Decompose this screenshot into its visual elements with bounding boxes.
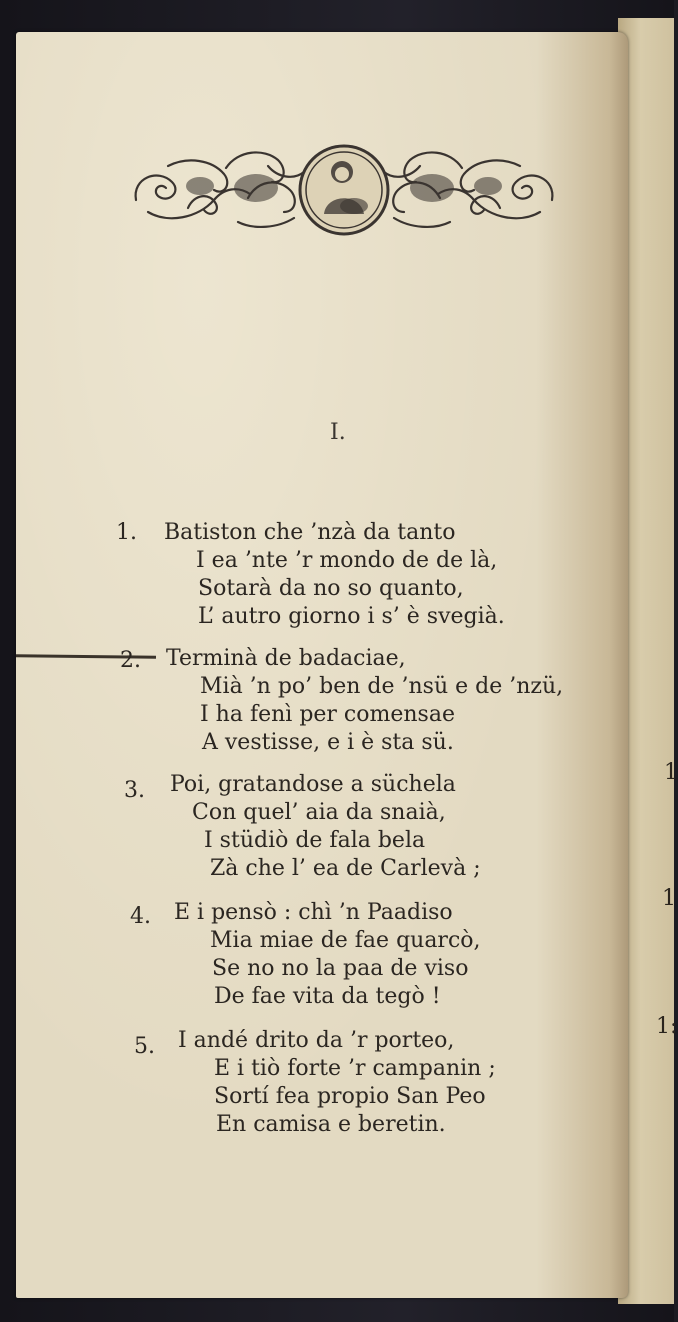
stanza-number: 3. bbox=[124, 778, 145, 803]
verse-line: Mià ’n po’ ben de ’nsü e de ’nzü, bbox=[200, 674, 564, 699]
verse-line: Con quel’ aia da snaià, bbox=[192, 800, 446, 825]
verse-line: De fae vita da tegò ! bbox=[214, 984, 441, 1009]
verse-line: E i pensò : chì ’n Paadiso bbox=[174, 900, 453, 925]
stanza-number: 4. bbox=[130, 904, 151, 929]
verse-line: I ea ’nte ’r mondo de de là, bbox=[196, 548, 498, 573]
stanza-number: 5. bbox=[134, 1034, 155, 1059]
verse-line: En camisa e beretin. bbox=[216, 1112, 446, 1137]
verse-line: Sortí fea propio San Peo bbox=[214, 1084, 486, 1109]
verse-line: Terminà de badaciae, bbox=[166, 646, 406, 671]
verse-line: A vestisse, e i è sta sü. bbox=[202, 730, 454, 755]
verse-line: Batiston che ’nzà da tanto bbox=[164, 520, 456, 545]
adjacent-page-mark: 1: bbox=[656, 1014, 678, 1039]
verse-line: Sotarà da no so quanto, bbox=[198, 576, 464, 601]
verse-line: I andé drito da ’r porteo, bbox=[178, 1028, 455, 1053]
verse-line: I stüdiò de fala bela bbox=[204, 828, 426, 853]
verse-line: Se no no la paa de viso bbox=[212, 956, 469, 981]
stanza-number: 1. bbox=[116, 520, 137, 545]
adjacent-page-mark: 1 bbox=[664, 760, 678, 785]
verse-line: L’ autro giorno i s’ è svegià. bbox=[198, 604, 505, 629]
verse-line: E i tiò forte ’r campanin ; bbox=[214, 1056, 496, 1081]
verse-line: Zà che l’ ea de Carlevà ; bbox=[210, 856, 481, 881]
verse-line: Poi, gratandose a süchela bbox=[170, 772, 456, 797]
stanza-number: 2. bbox=[120, 648, 141, 673]
section-heading: I. bbox=[330, 420, 346, 445]
ornament-vignette-icon bbox=[128, 138, 560, 242]
verse-line: Mia miae de fae quarcò, bbox=[210, 928, 481, 953]
verse-line: I ha fenì per comensae bbox=[200, 702, 455, 727]
adjacent-page-mark: 1 bbox=[662, 886, 676, 911]
